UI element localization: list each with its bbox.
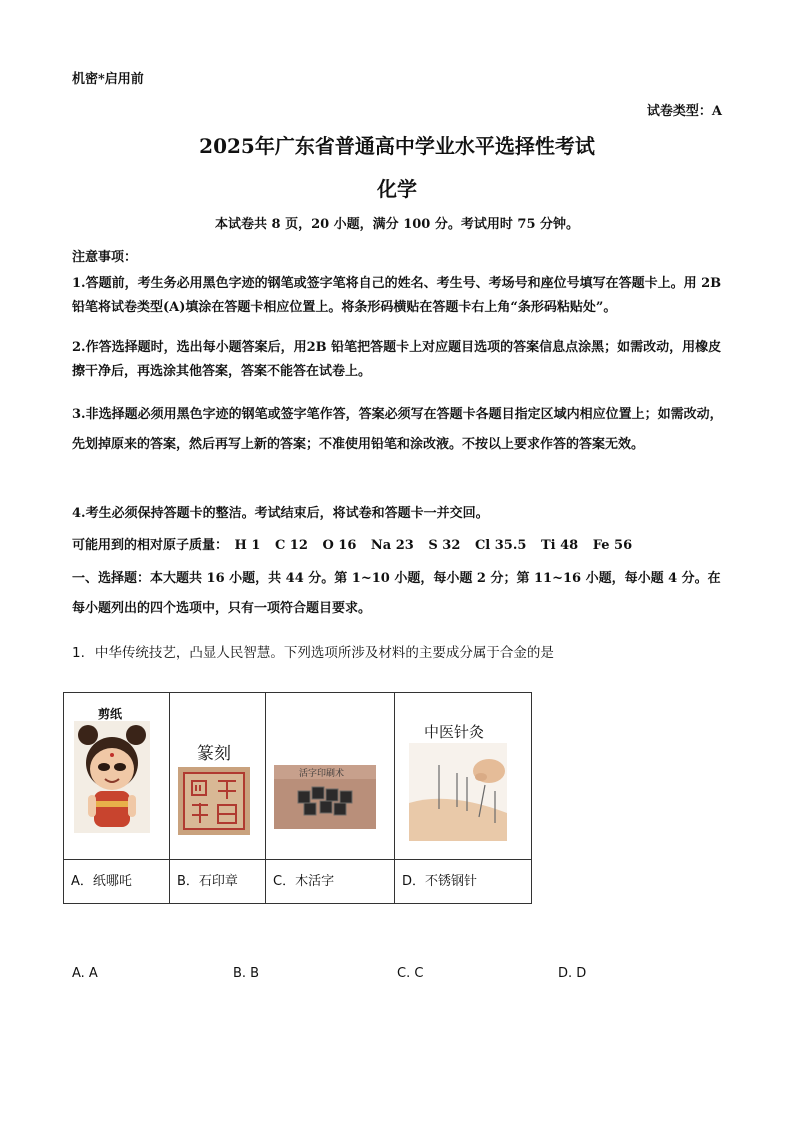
note-item-3: 3.非选择题必须用黑色字迹的钢笔或签字笔作答，答案必须写在答题卡各题目指定区域内相应位置上；如需改动，先划掉原来的答案，然后再写上新的答案；不准使用铅笔和涂改液。不按以上要求作答的答案无效。 — [72, 407, 723, 452]
paper-type-label: 试卷类型：A — [646, 104, 722, 119]
answer-choice-b[interactable]: B. B — [233, 966, 260, 981]
option-b-image-cell — [170, 693, 266, 860]
confidential-label: 机密*启用前 — [72, 72, 144, 87]
stone-seal-image — [178, 767, 250, 835]
question-1-stem — [72, 641, 554, 661]
subject-title: 化学 — [377, 177, 417, 201]
acupuncture-needle-image — [409, 743, 507, 841]
note-item-4: 4.考生必须保持答题卡的整洁。考试结束后，将试卷和答题卡一并交回。 — [72, 506, 489, 521]
atomic-mass-item: Ti 48 — [540, 538, 579, 553]
exam-intro: 本试卷共 8 页，20 小题，满分 100 分。考试用时 75 分钟。 — [214, 217, 580, 232]
question-text: 中华传统技艺，凸显人民智慧。下列选项所涉及材料的主要成分属于合金的是 — [94, 645, 554, 661]
option-b-caption: 篆刻 — [197, 744, 231, 764]
option-a-image-cell — [64, 693, 170, 860]
atomic-mass-item: C 12 — [274, 538, 308, 553]
option-c-image-cell — [266, 693, 395, 860]
question-number: 1. — [72, 645, 85, 661]
atomic-masses — [72, 534, 642, 553]
option-d-caption: 中医针灸 — [424, 723, 485, 741]
answer-choice-c[interactable]: C. C — [397, 966, 424, 981]
atomic-mass-item: S 32 — [428, 538, 461, 553]
option-a-caption: 剪纸 — [98, 707, 123, 721]
section-heading: 一、选择题：本大题共 16 小题，共 44 分。第 1~10 小题，每小题 2 分；第 11~16 小题，每小题 4 分。在每小题列出的四个选项中，只有一项符合题目要求。 — [72, 571, 721, 616]
option-c-caption: 活字印刷术 — [299, 769, 345, 779]
atomic-masses-label: 可能用到的相对原子质量： — [72, 538, 229, 553]
note-item-2: 2.作答选择题时，选出每小题答案后，用2B 铅笔把答题卡上对应题目选项的答案信息点涂黑；如需改动，用橡皮擦干净后，再选涂其他答案，答案不能答在试卷上。 — [72, 340, 722, 379]
option-c-label: C．木活字 — [266, 860, 395, 904]
answer-choice-a[interactable]: A. A — [72, 966, 98, 981]
option-a-label: A．纸哪吒 — [64, 860, 170, 904]
atomic-mass-item: O 16 — [322, 538, 357, 553]
notes-title: 注意事项： — [72, 250, 138, 265]
option-b-label: B．石印章 — [170, 860, 266, 904]
exam-title: 2025年广东省普通高中学业水平选择性考试 — [199, 134, 595, 158]
options-table — [63, 692, 532, 904]
atomic-mass-item: Na 23 — [370, 538, 414, 553]
paper-nezha-image — [74, 721, 150, 833]
note-item-1: 1.答题前，考生务必用黑色字迹的钢笔或签字笔将自己的姓名、考生号、考场号和座位号填写在答题卡上。用 2B 铅笔将试卷类型(A)填涂在答题卡相应位置上。将条形码横贴在答题卡右上角“条形码粘贴处”。 — [72, 276, 722, 315]
atomic-mass-item: H 1 — [234, 538, 261, 553]
option-d-image-cell — [395, 693, 532, 860]
atomic-mass-item: Fe 56 — [592, 538, 633, 553]
option-d-label: D．不锈钢针 — [395, 860, 532, 904]
atomic-mass-item: Cl 35.5 — [474, 538, 527, 553]
answer-choice-d[interactable]: D. D — [558, 966, 587, 981]
